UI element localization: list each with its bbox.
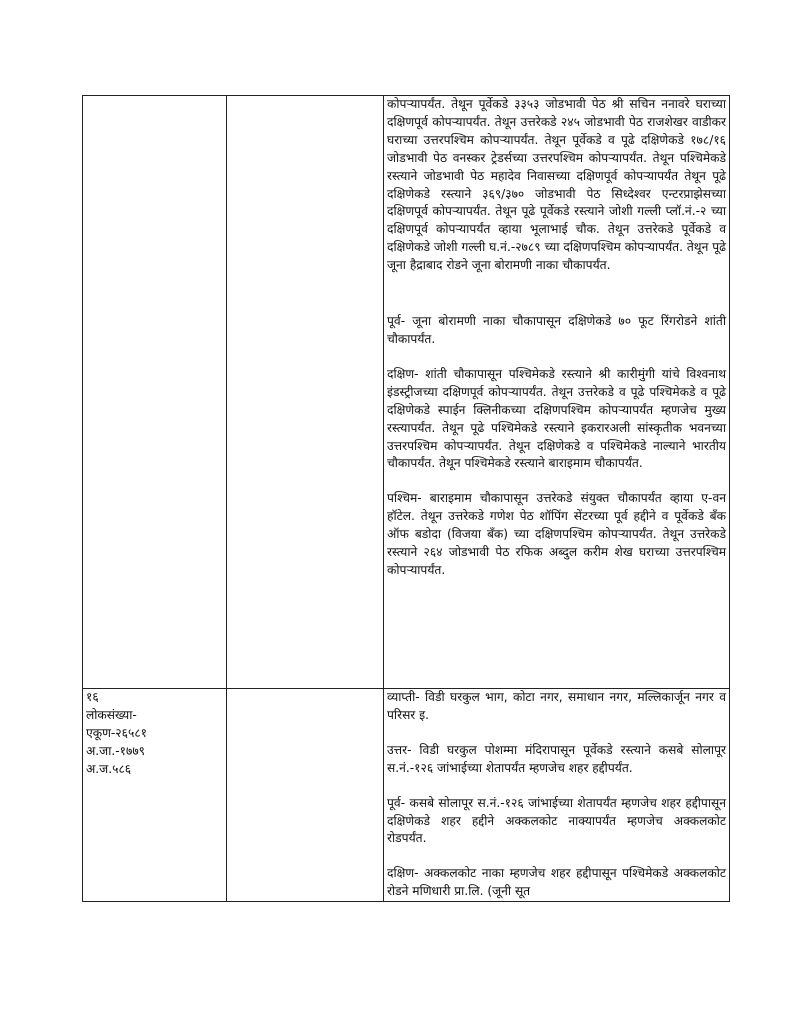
population-total: एकूण-२६५८१ — [86, 725, 147, 740]
west-boundary-paragraph: पश्चिम- बाराइमाम चौकापासून उत्तरेकडे संयुक्त चौकापर्यंत व्हाया ए-वन हॉटेल. तेथून उत्तरेकडे गणेश पेठ शॉपिंग सेंटरच्या पूर्व हद्दीने व पूर्वेकडे बँक ऑफ बडोदा (विजया बँक) च्या दक्षिणपश्चिम कोपऱ्यापर्यंत. तेथून उत्तरेकडे रस्त्याने २६४ जोडभावी पेठ रफिक अब्दुल करीम शेख घराच्या उत्तरपश्चिम कोपऱ्यापर्यंत. — [387, 491, 726, 577]
population-label: लोकसंख्या- — [86, 707, 137, 722]
blank-cell — [227, 689, 384, 902]
boundary-paragraph: कोपऱ्यापर्यंत. तेथून पूर्वेकडे ३३५३ जोडभावी पेठ श्री सचिन ननावरे घराच्या दक्षिणपूर्व कोपऱ्यापर्यंत. तेथून उत्तरेकडे २४५ जोडभावी पेठ राजशेखर वाडीकर घराच्या उत्तरपश्चिम कोपऱ्यापर्यंत. तेथून पूर्वेकडे व पूढे दक्षिणेकडे १७८/१६ जोडभावी पेठ वनस्कर ट्रेडर्सच्या उत्तरपश्चिम कोपऱ्यापर्यंत. तेथून पश्चिमेकडे रस्त्याने जोडभावी पेठ महादेव निवासच्या दक्षिणपूर्व कोपऱ्यापर्यंत तेथून पूढे दक्षिणेकडे रस्त्याने ३६९/३७० जोडभावी पेठ सिध्देश्वर एन्टरप्राझेसच्या दक्षिणपूर्व कोपऱ्यापर्यंत. तेथून पूढे पूर्वेकडे रस्त्याने जोशी गल्ली प्लॉ.नं.-२ च्या दक्षिणपूर्व कोपऱ्यापर्यंत व्हाया भूलाभाई चौक. तेथून उत्तरेकडे पूर्वेकडे व दक्षिणेकडे जोशी गल्ली घ.नं.-२७८९ च्या दक्षिणपश्चिम कोपऱ्यापर्यंत. तेथून पूढे जूना हैद्राबाद रोडने जूना बोरामणी नाका चौकापर्यंत. — [387, 97, 726, 273]
table-row — [83, 689, 730, 902]
east-boundary-paragraph: पूर्व- कसबे सोलापूर स.नं.-१२६ जांभाईच्या शेतापर्यंत म्हणजेच शहर हद्दीपासून दक्षिणेकडे शहर हद्दीने अक्कलकोट नाक्यापर्यंत म्हणजेच अक्कलकोट रोडपर्यंत. — [387, 795, 726, 846]
ward-info — [86, 689, 223, 779]
boundary-description-cell — [384, 96, 730, 689]
table-row — [83, 96, 730, 689]
ward-number: १६ — [86, 690, 99, 704]
north-boundary-paragraph: उत्तर- विडी घरकुल पोशम्मा मंदिरापासून पूर्वेकडे रस्त्याने कसबे सोलापूर स.नं.-१२६ जांभाईच्या शेतापर्यंत म्हणजेच शहर हद्दीपर्यंत. — [387, 742, 726, 775]
south-boundary-paragraph: दक्षिण- शांती चौकापासून पश्चिमेकडे रस्त्याने श्री कारीमुंगी यांचे विश्वनाथ इंडस्ट्रीजच्या दक्षिणपूर्व कोपऱ्यापर्यंत. तेथून उत्तरेकडे व पूढे पश्चिमेकडे व पूढे दक्षिणेकडे स्पाईन क्लिनीकच्या दक्षिणपश्चिम कोपऱ्यापर्यंत म्हणजेच मुख्य रस्त्यापर्यंत. तेथून पूढे पश्चिमेकडे रस्त्याने इकरारअली सांस्कृतीक भवनच्या उत्तरपश्चिम कोपऱ्यापर्यंत. तेथून दक्षिणेकडे व पश्चिमेकडे नाल्याने भारतीय चौकापर्यंत. तेथून पश्चिमेकडे रस्त्याने बाराइमाम चौकापर्यंत. — [387, 366, 726, 471]
population-st: अ.ज.५८६ — [86, 761, 132, 776]
ward-info-cell — [83, 689, 227, 902]
boundary-table — [82, 95, 730, 902]
extent-paragraph: व्याप्ती- विडी घरकुल भाग, कोटा नगर, समाधान नगर, मल्लिकार्जून नगर व परिसर इ. — [387, 690, 726, 722]
east-boundary-paragraph: पूर्व- जूना बोरामणी नाका चौकापासून दक्षिणेकडे ७० फूट रिंगरोडने शांती चौकापर्यंत. — [387, 314, 726, 346]
ward-info-cell — [83, 96, 227, 689]
south-boundary-paragraph: दक्षिण- अक्कलकोट नाका म्हणजेच शहर हद्दीपासून पश्चिमेकडे अक्कलकोट रोडने मणिधारी प्रा.लि. (जूनी सूत — [387, 866, 726, 899]
blank-cell — [227, 96, 384, 689]
population-sc: अ.जा.-१७७९ — [86, 743, 146, 758]
boundary-description-cell — [384, 689, 730, 902]
